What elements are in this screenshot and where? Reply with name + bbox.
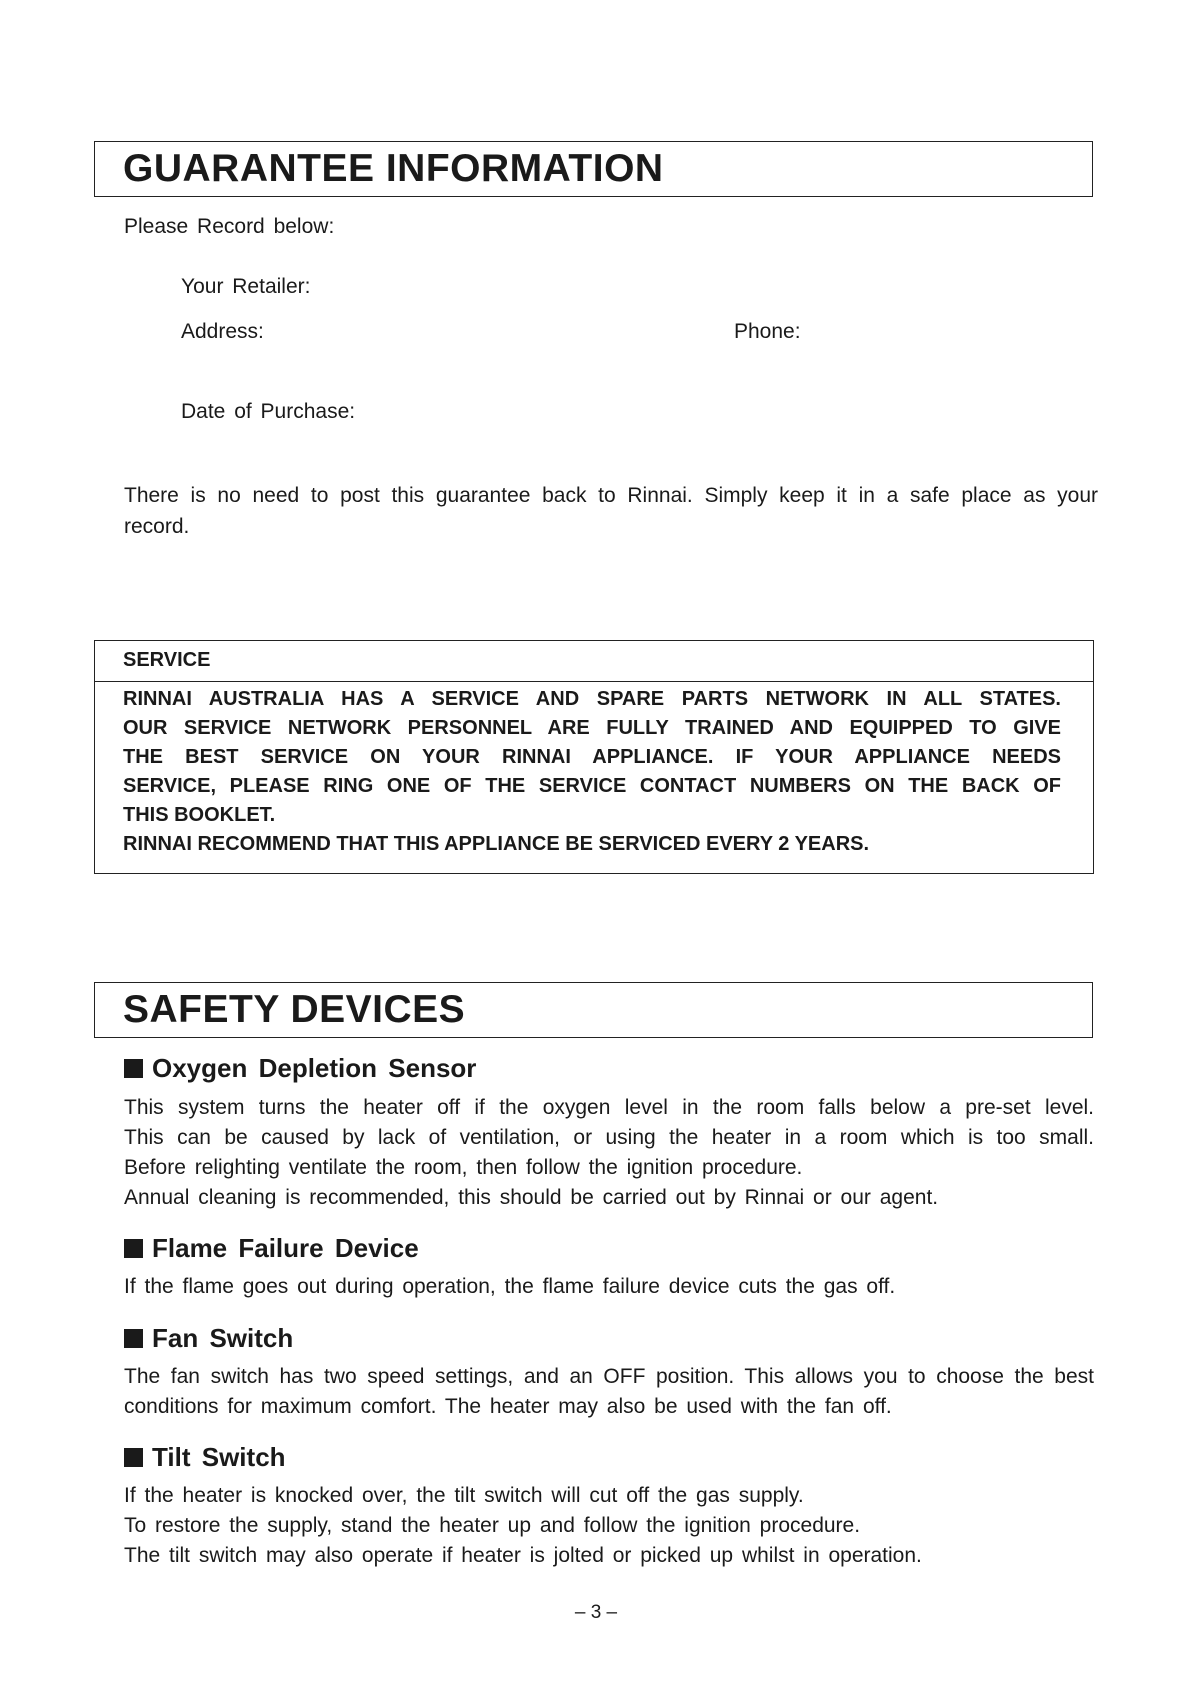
square-bullet-icon bbox=[124, 1448, 143, 1467]
phone-label: Phone: bbox=[734, 320, 801, 343]
paragraph-line: The fan switch has two speed settings, and an OFF position. This allows you to choose the best bbox=[124, 1365, 1094, 1388]
safety-heading-box bbox=[94, 982, 1093, 1038]
purchase-date-label: Date of Purchase: bbox=[181, 400, 356, 423]
square-bullet-icon bbox=[124, 1239, 143, 1258]
service-line: RINNAI AUSTRALIA HAS A SERVICE AND SPARE PARTS NETWORK IN ALL STATES. bbox=[123, 688, 1061, 710]
square-bullet-icon bbox=[124, 1329, 143, 1348]
square-bullet-icon bbox=[124, 1059, 143, 1078]
section-title: Flame Failure Device bbox=[152, 1233, 419, 1263]
page-number: – 3 – bbox=[574, 1602, 618, 1623]
paragraph-line: To restore the supply, stand the heater up and follow the ignition procedure. bbox=[124, 1514, 861, 1537]
service-line: THE BEST SERVICE ON YOUR RINNAI APPLIANCE. IF YOUR APPLIANCE NEEDS bbox=[123, 746, 1061, 768]
retailer-label: Your Retailer: bbox=[181, 275, 311, 298]
paragraph-line: If the flame goes out during operation, the flame failure device cuts the gas off. bbox=[124, 1275, 896, 1298]
oxygen-sensor-heading bbox=[124, 1053, 476, 1084]
fan-switch-text bbox=[124, 1362, 1094, 1422]
service-line: RINNAI RECOMMEND THAT THIS APPLIANCE BE SERVICED EVERY 2 YEARS. bbox=[123, 833, 870, 855]
fan-switch-heading bbox=[124, 1323, 293, 1354]
guarantee-heading: GUARANTEE INFORMATION bbox=[123, 147, 664, 190]
paragraph-line: This can be caused by lack of ventilation, or using the heater in a room which is too small. bbox=[124, 1126, 1094, 1149]
address-label: Address: bbox=[181, 320, 264, 343]
service-header bbox=[95, 641, 1093, 682]
tilt-switch-heading bbox=[124, 1442, 286, 1473]
service-box bbox=[94, 640, 1094, 874]
paragraph-line: conditions for maximum comfort. The heater may also be used with the fan off. bbox=[124, 1395, 892, 1418]
service-line: OUR SERVICE NETWORK PERSONNEL ARE FULLY TRAINED AND EQUIPPED TO GIVE bbox=[123, 717, 1061, 739]
service-title: SERVICE bbox=[123, 649, 211, 671]
service-line: SERVICE, PLEASE RING ONE OF THE SERVICE CONTACT NUMBERS ON THE BACK OF bbox=[123, 775, 1061, 797]
section-title: Tilt Switch bbox=[152, 1442, 286, 1472]
paragraph-line: This system turns the heater off if the oxygen level in the room falls below a pre-set level. bbox=[124, 1096, 1094, 1119]
paragraph-line: Annual cleaning is recommended, this should be carried out by Rinnai or our agent. bbox=[124, 1186, 939, 1209]
oxygen-sensor-text bbox=[124, 1093, 1094, 1213]
guarantee-note-line-2: record. bbox=[124, 515, 190, 538]
guarantee-heading-box bbox=[94, 141, 1093, 197]
service-line: THIS BOOKLET. bbox=[123, 804, 276, 826]
flame-failure-text bbox=[124, 1272, 895, 1302]
paragraph-line: Before relighting ventilate the room, then follow the ignition procedure. bbox=[124, 1156, 803, 1179]
safety-heading: SAFETY DEVICES bbox=[123, 988, 466, 1031]
flame-failure-heading bbox=[124, 1233, 419, 1264]
guarantee-note-line-1: There is no need to post this guarantee back to Rinnai. Simply keep it in a safe place as your bbox=[124, 484, 1098, 507]
tilt-switch-text bbox=[124, 1481, 922, 1571]
section-title: Oxygen Depletion Sensor bbox=[152, 1053, 477, 1083]
paragraph-line: The tilt switch may also operate if heater is jolted or picked up whilst in operation. bbox=[124, 1544, 922, 1567]
paragraph-line: If the heater is knocked over, the tilt switch will cut off the gas supply. bbox=[124, 1484, 804, 1507]
section-title: Fan Switch bbox=[152, 1323, 294, 1353]
record-intro: Please Record below: bbox=[124, 215, 335, 238]
